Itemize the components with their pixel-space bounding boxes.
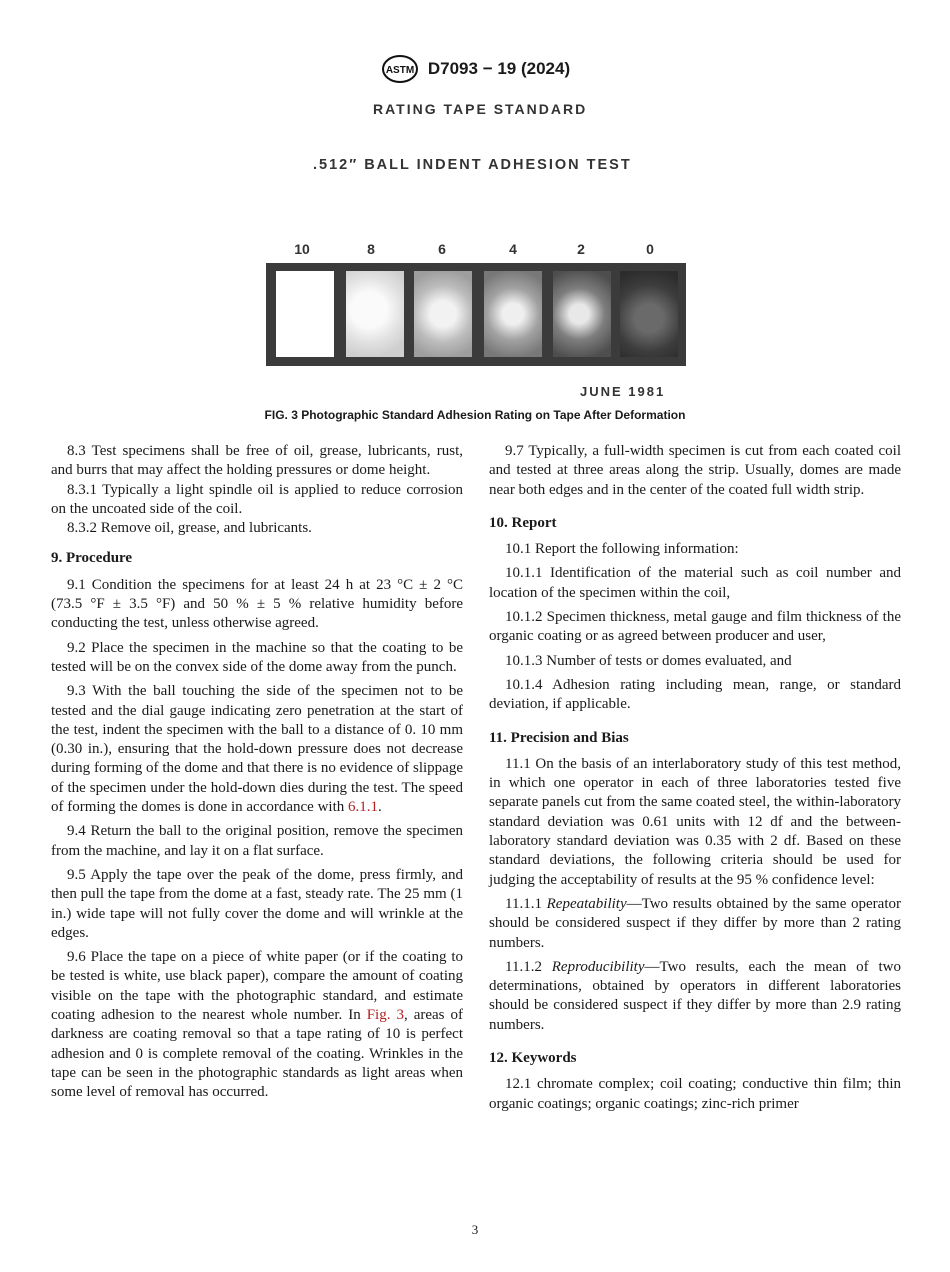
paragraph-9-3: [51, 682, 463, 817]
rating-label: 8: [367, 241, 375, 257]
rating-label: 2: [577, 241, 585, 257]
paragraph-number: 11.1.2: [505, 958, 552, 975]
rating-panel-4: [484, 271, 542, 357]
paragraph-11-1: 11.1 On the basis of an interlaboratory study of this test method, in which one operator in each of three laboratories tested five separate panels cut from the same coated steel, the within-laboratory standard deviation was 0.61 units with 12 df and the between-laboratory standard deviation was 0.35 with 2 df. Based on these standard deviations, the following criteria should be used for judging the acceptability of results at the 95 % confidence level:: [489, 755, 901, 888]
reference-link-fig-3[interactable]: Fig. 3: [366, 1007, 404, 1024]
rating-label: 6: [438, 241, 446, 257]
paragraph-text: .: [378, 799, 382, 816]
paragraph-9-5: 9.5 Apply the tape over the peak of the dome, press firmly, and then pull the tape from the dome at a fast, steady rate. The 25 mm (1 in.) wide tape will not fully cover the dome and will wrinkle at the edges.: [51, 866, 463, 941]
section-heading-report: 10. Report: [489, 514, 557, 531]
rating-panel-0: [620, 271, 678, 357]
rating-panel-10: [276, 271, 334, 357]
figure-title-rating: RATING TAPE STANDARD: [373, 101, 588, 117]
astm-logo-icon: [380, 54, 420, 84]
page-header: [0, 54, 950, 84]
rating-panel-8: [346, 271, 404, 357]
term-repeatability: Repeatability: [546, 895, 627, 912]
paragraph-number: 11.1.1: [505, 895, 547, 912]
paragraph-text: —Two results, each the mean of two determinations, obtained by operators in different laboratories should be considered suspect if they differ by more than 2.9 rating numbers.: [489, 958, 901, 1033]
rating-label: 4: [509, 241, 517, 257]
left-column: [51, 442, 463, 1108]
figure-title-test: .512″ BALL INDENT ADHESION TEST: [313, 157, 632, 173]
paragraph-9-6: [51, 948, 463, 1102]
paragraph-12-1: 12.1 chromate complex; coil coating; conductive thin film; thin organic coatings; organic coatings; zinc-rich primer: [489, 1076, 901, 1112]
right-column: [489, 442, 901, 1119]
rating-panel-2: [553, 271, 611, 357]
rating-label: 10: [294, 241, 310, 257]
rating-panel-6: [414, 271, 472, 357]
paragraph-9-1: 9.1 Condition the specimens for at least 24 h at 23 °C ± 2 °C (73.5 °F ± 3.5 °F) and 50 % ± 5 % relative humidity before conducting the test, unless otherwise agreed.: [51, 576, 463, 632]
standard-designation: D7093 − 19 (2024): [427, 59, 571, 78]
section-heading-precision-bias: 11. Precision and Bias: [489, 729, 629, 746]
figure-caption: FIG. 3 Photographic Standard Adhesion Rating on Tape After Deformation: [264, 408, 686, 422]
paragraph-10-1: 10.1 Report the following information:: [505, 541, 739, 558]
paragraph-11-1-1: [489, 895, 901, 953]
paragraph-8-3-1: 8.3.1 Typically a light spindle oil is applied to reduce corrosion on the uncoated side of the coil.: [51, 481, 463, 517]
section-heading-procedure: 9. Procedure: [51, 550, 133, 567]
paragraph-11-1-2: [489, 958, 901, 1035]
rating-label: 0: [646, 241, 654, 257]
rating-photo-strip: [266, 263, 686, 366]
page-number: 3: [471, 1222, 479, 1237]
paragraph-text: 9.6 Place the tape on a piece of white paper (or if the coating to be tested is white, use black paper), compare the amount of coating visible on the tape with the photographic standard, and estimate coating adhesion to the nearest whole number. In: [51, 949, 463, 1024]
reference-link-6-1-1[interactable]: 6.1.1: [348, 799, 378, 816]
paragraph-8-3-2: 8.3.2 Remove oil, grease, and lubricants.: [67, 520, 312, 537]
svg-text:ASTM: ASTM: [385, 65, 415, 76]
paragraph-text: , areas of darkness are coating removal so that a tape rating of 10 is perfect adhesion and 0 is complete removal of the coating. Wrinkles in the tape can be seen in the photographic standards as light areas when some level of removal has occurred.: [51, 1007, 463, 1101]
paragraph-10-1-2: 10.1.2 Specimen thickness, metal gauge and film thickness of the organic coating or as agreed between producer and user,: [489, 609, 901, 645]
paragraph-9-4: 9.4 Return the ball to the original position, remove the specimen from the machine, and lay it on a flat surface.: [51, 823, 463, 859]
paragraph-8-3: 8.3 Test specimens shall be free of oil, grease, lubricants, rust, and burrs that may affect the holding pressures or dome height.: [51, 443, 463, 479]
paragraph-text: —Two results obtained by the same operator should be considered suspect if they differ by more than 2 rating numbers.: [489, 895, 901, 951]
paragraph-10-1-3: 10.1.3 Number of tests or domes evaluated, and: [505, 652, 792, 669]
paragraph-text: 9.3 With the ball touching the side of the specimen not to be tested and the dial gauge indicating zero penetration at the start of the test, indent the specimen with the ball to a distance of 0. 10 mm (0.30 in.), ensuring that the hold-down pressure does not decrease during forming of the dome and that there is no evidence of slippage of the specimen under the hold-down dies during the test. The speed of forming the domes is done in accordance with: [51, 683, 463, 816]
paragraph-10-1-4: 10.1.4 Adhesion rating including mean, range, or standard deviation, if applicable.: [489, 676, 901, 713]
section-heading-keywords: 12. Keywords: [489, 1050, 577, 1067]
paragraph-10-1-1: 10.1.1 Identification of the material such as coil number and location of the specimen within the coil,: [489, 565, 901, 601]
term-reproducibility: Reproducibility: [551, 958, 645, 975]
paragraph-9-7: 9.7 Typically, a full-width specimen is cut from each coated coil and tested at three areas along the strip. Usually, domes are made near both edges and in the center of the coated full width strip.: [489, 443, 901, 498]
paragraph-9-2: 9.2 Place the specimen in the machine so that the coating to be tested will be on the convex side of the dome away from the punch.: [51, 639, 463, 675]
figure-date: JUNE 1981: [580, 384, 666, 399]
